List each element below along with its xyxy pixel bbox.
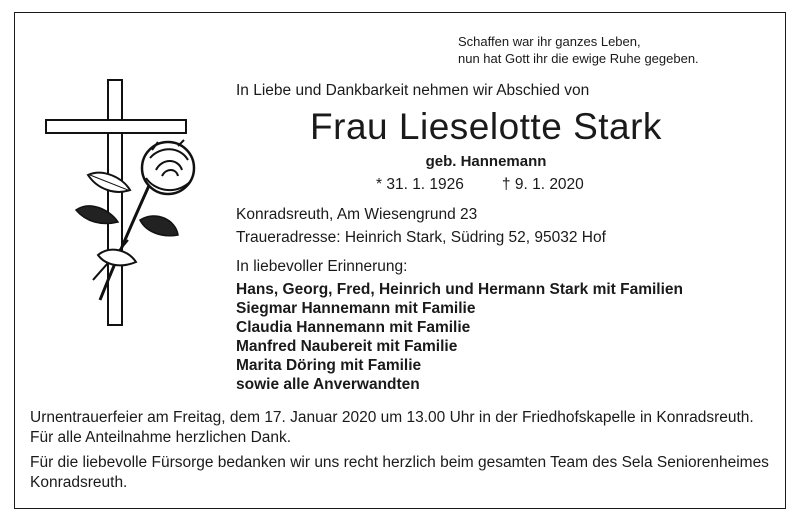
intro-text: In Liebe und Dankbarkeit nehmen wir Abschied von: [236, 82, 590, 99]
deceased-name: Frau Lieselotte Stark: [310, 106, 662, 147]
mourners-list: [236, 280, 683, 394]
birth-date: * 31. 1. 1926: [376, 176, 464, 193]
mourner-item: Manfred Naubereit mit Familie: [236, 338, 458, 355]
mourner-item: Marita Döring mit Familie: [236, 357, 422, 374]
funeral-notice: Urnentrauerfeier am Freitag, dem 17. Januar 2020 um 13.00 Uhr in der Friedhofskapelle in Konradsreuth. Für alle Anteilnahme herzlichen Dank.: [30, 409, 754, 446]
mourner-item: sowie alle Anverwandten: [236, 376, 420, 393]
mourning-address: Traueradresse: Heinrich Stark, Südring 52, 95032 Hof: [236, 229, 606, 246]
residence-address: Konradsreuth, Am Wiesengrund 23: [236, 206, 478, 223]
mourner-item: Hans, Georg, Fred, Heinrich und Hermann Stark mit Familien: [236, 281, 684, 298]
cross-with-rose-icon: [28, 50, 228, 350]
thanks-notice: Für die liebevolle Fürsorge bedanken wir uns recht herzlich beim gesamten Team des Sela Seniorenheimes Konradsreuth.: [30, 454, 769, 491]
mourner-item: Siegmar Hannemann mit Familie: [236, 300, 476, 317]
motto: [458, 33, 758, 67]
motto-line-2: nun hat Gott ihr die ewige Ruhe gegeben.: [458, 51, 699, 66]
memory-label: In liebevoller Erinnerung:: [236, 258, 408, 275]
motto-line-1: Schaffen war ihr ganzes Leben,: [458, 34, 641, 49]
mourner-item: Claudia Hannemann mit Familie: [236, 319, 471, 336]
death-date: † 9. 1. 2020: [501, 176, 584, 193]
maiden-name: geb. Hannemann: [425, 153, 547, 170]
life-dates: [376, 176, 696, 194]
